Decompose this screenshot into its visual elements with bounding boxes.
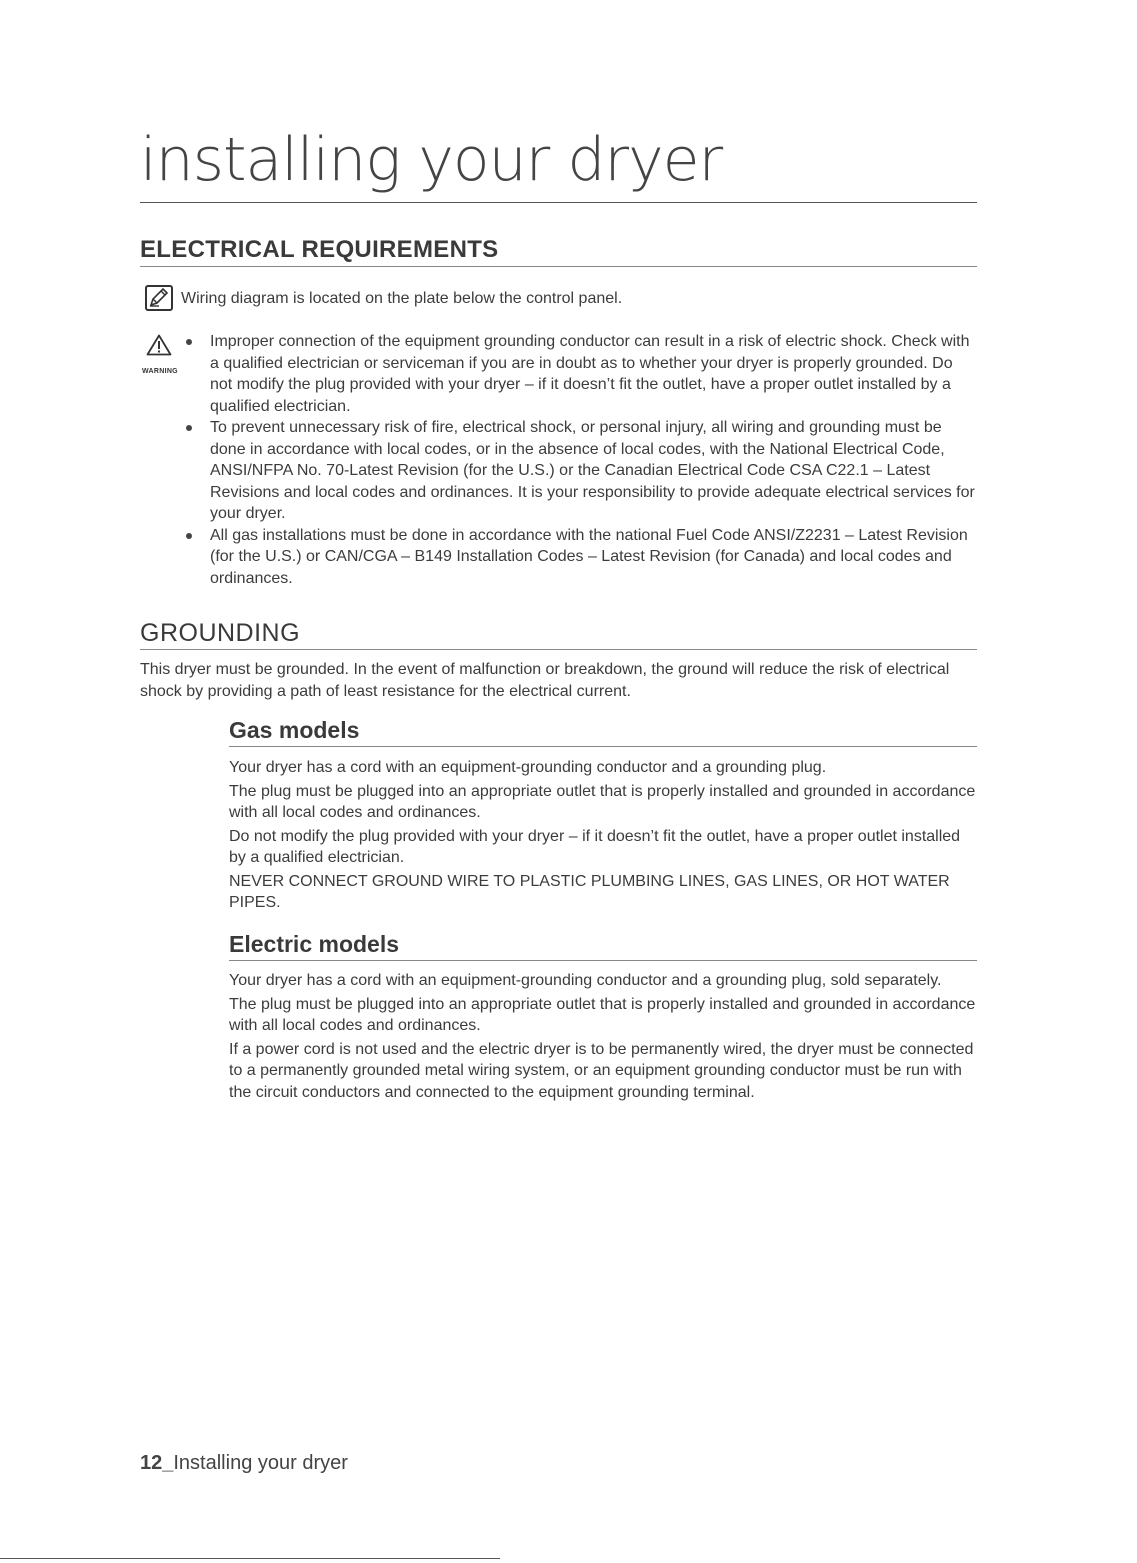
gas-paragraph: NEVER CONNECT GROUND WIRE TO PLASTIC PLUMBING LINES, GAS LINES, OR HOT WATER PIPES.	[229, 872, 950, 911]
warning-triangle-icon	[146, 334, 172, 356]
warning-label: WARNING	[142, 367, 178, 375]
warning-bullet: All gas installations must be done in accordance with the national Fuel Code ANSI/Z2231 – Latest Revision (for the U.S.) or CAN/CGA – B149 Installation Codes – Latest Revision (for Canada) and local codes and ordinances.	[186, 525, 976, 590]
gas-paragraph: Do not modify the plug provided with your dryer – if it doesn’t fit the outlet, have a proper outlet installed by a qualified electrician.	[229, 827, 961, 866]
note-pencil-icon	[145, 285, 173, 311]
electrical-requirements-heading: ELECTRICAL REQUIREMENTS	[140, 234, 977, 267]
electric-paragraph: If a power cord is not used and the electric dryer is to be permanently wired, the dryer must be connected to a permanently grounded metal wiring system, or an equipment grounding conductor must be run with the circuit conductors and connected to the equipment grounding terminal.	[229, 1040, 974, 1101]
electric-paragraph: The plug must be plugged into an appropriate outlet that is properly installed and grounded in accordance with all local codes and ordinances.	[229, 995, 976, 1034]
gas-paragraph: Your dryer has a cord with an equipment-grounding conductor and a grounding plug.	[229, 759, 827, 776]
note-row	[145, 285, 975, 311]
page-number: 12_	[140, 1452, 174, 1474]
page-footer	[140, 1450, 348, 1476]
electric-models-heading: Electric models	[229, 929, 977, 961]
electric-paragraph: Your dryer has a cord with an equipment-grounding conductor and a grounding plug, sold separately.	[229, 972, 942, 989]
bottom-divider	[0, 1558, 500, 1559]
gas-models-heading: Gas models	[229, 715, 977, 747]
warning-bullet: To prevent unnecessary risk of fire, electrical shock, or personal injury, all wiring and grounding must be done in accordance with local codes, or in the absence of local codes, with the National Electrical Code, ANSI/NFPA No. 70-Latest Revision (for the U.S.) or the Canadian Electrical Code CSA C22.1 – Latest Revisions and local codes and ordinances. It is your responsibility to provide adequate electrical services for your dryer.	[186, 417, 976, 525]
page-title: installing your dryer	[140, 118, 977, 203]
warning-bullet-list	[186, 331, 976, 589]
warning-icon-wrap	[142, 334, 176, 382]
electric-models-text	[229, 970, 977, 1105]
note-text: Wiring diagram is located on the plate below the control panel.	[181, 290, 623, 307]
gas-models-text	[229, 757, 977, 916]
grounding-heading: GROUNDING	[140, 617, 977, 650]
grounding-intro: This dryer must be grounded. In the event of malfunction or breakdown, the ground will reduce the risk of electrical shock by providing a path of least resistance for the electrical current.	[140, 661, 950, 700]
warning-bullet: Improper connection of the equipment grounding conductor can result in a risk of electric shock. Check with a qualified electrician or serviceman if you are in doubt as to whether your dryer is properly grounded. Do not modify the plug provided with your dryer – if it doesn’t fit the outlet, have a proper outlet installed by a qualified electrician.	[186, 331, 976, 417]
gas-paragraph: The plug must be plugged into an appropriate outlet that is properly installed and grounded in accordance with all local codes and ordinances.	[229, 782, 976, 821]
footer-label: Installing your dryer	[173, 1452, 348, 1474]
